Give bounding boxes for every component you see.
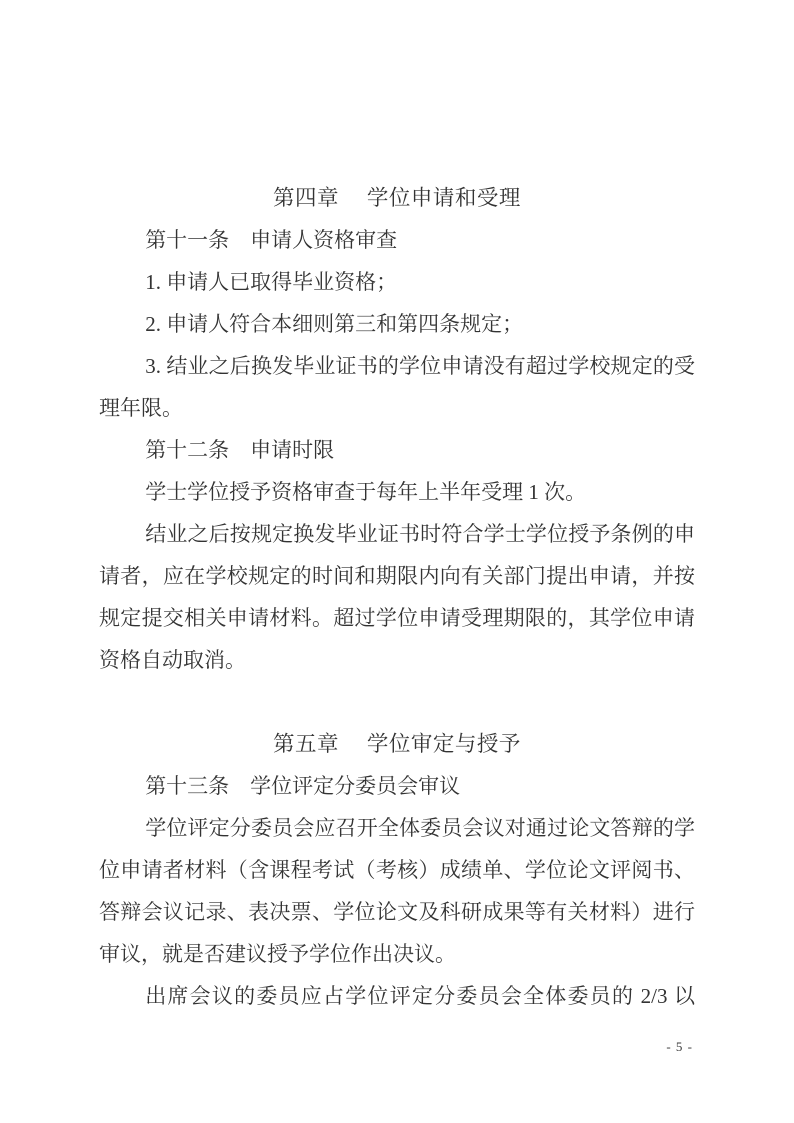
article-11-title: 第十一条 申请人资格审查 <box>145 228 398 252</box>
article-13-title: 第十三条 学位评定分委员会审议 <box>145 774 461 798</box>
article-12-title: 第十二条 申请时限 <box>145 438 335 462</box>
article-11-item-3: 3. 结业之后换发毕业证书的学位申请没有超过学校规定的受理年限。 <box>99 354 695 420</box>
chapter-4-heading: 第四章 学位申请和受理 <box>273 186 521 210</box>
chapter-5-heading: 第五章 学位审定与授予 <box>273 732 521 756</box>
article-12-paragraph-1: 学士学位授予资格审查于每年上半年受理 1 次。 <box>145 480 587 504</box>
article-11-item-1: 1. 申请人已取得毕业资格； <box>145 270 398 294</box>
article-12-paragraph-2: 结业之后按规定换发毕业证书时符合学士学位授予条例的申请者，应在学校规定的时间和期限内向有关部门提出申请，并按规定提交相关申请材料。超过学位申请受理期限的，其学位申请资格自动取消。 <box>99 522 695 672</box>
article-11-item-2: 2. 申请人符合本细则第三和第四条规定； <box>145 312 524 336</box>
article-13-paragraph-1: 学位评定分委员会应召开全体委员会议对通过论文答辩的学位申请者材料（含课程考试（考核）成绩单、学位论文评阅书、答辩会议记录、表决票、学位论文及科研成果等有关材料）进行审议，就是否建议授予学位作出决议。 <box>99 816 695 966</box>
document-content <box>99 177 695 1017</box>
page-number: - 5 - <box>666 1039 693 1054</box>
article-13-paragraph-2-partial: 出席会议的委员应占学位评定分委员会全体委员的 2/3 以 <box>145 984 695 1008</box>
